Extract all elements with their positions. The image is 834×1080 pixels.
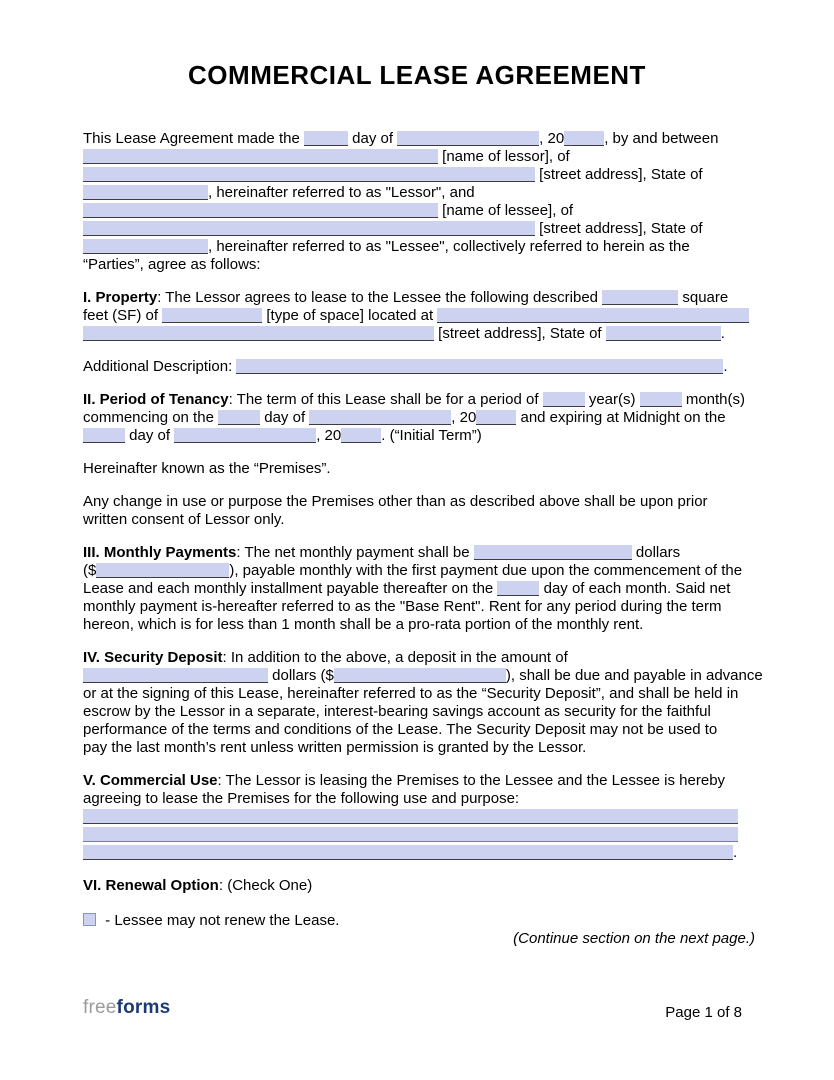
text-run: [street address], State of — [535, 166, 703, 183]
text-run: . — [733, 844, 738, 861]
commencement-month-blank[interactable] — [309, 410, 451, 425]
text-line — [83, 409, 755, 427]
text-run: [street address], State of — [535, 220, 703, 237]
continue-note — [83, 930, 755, 948]
text-line — [83, 739, 755, 757]
text-line — [83, 202, 755, 220]
text-line — [83, 598, 755, 616]
term-months-blank[interactable] — [640, 392, 682, 407]
text-line — [83, 667, 763, 685]
text-line — [83, 307, 755, 325]
property-state-blank[interactable] — [606, 326, 721, 341]
text-run: [type of space] located at — [262, 307, 438, 324]
use-purpose-line-1[interactable] — [83, 809, 738, 824]
text-run: - Lessee may not renew the Lease. — [101, 912, 340, 929]
text-run: Hereinafter known as the “Premises”. — [83, 460, 331, 477]
document-title: COMMERCIAL LEASE AGREEMENT — [188, 60, 646, 90]
text-line — [83, 912, 755, 930]
expiration-day-blank[interactable] — [83, 428, 125, 443]
text-run: dollars — [631, 544, 681, 561]
document-body — [83, 130, 763, 948]
text-run: , hereinafter referred to as "Lessee", collectively referred to herein as the — [208, 238, 690, 255]
text-line — [83, 721, 755, 739]
lessor-state-blank[interactable] — [83, 185, 208, 200]
renewal-option-checkbox-row — [83, 912, 755, 930]
text-line — [83, 238, 755, 256]
month-blank[interactable] — [397, 131, 539, 146]
text-line — [83, 325, 755, 343]
renewal-no-renew-checkbox[interactable] — [83, 913, 96, 926]
text-run: ), shall be due and payable in advance — [505, 667, 763, 684]
section-monthly-payments-heading: III. Monthly Payments — [83, 544, 237, 561]
lessee-name-blank[interactable] — [83, 203, 438, 218]
text-run: escrow by the Lessor in a separate, interest-bearing savings account as security for the faithful — [83, 703, 711, 720]
text-run: and expiring at Midnight on the — [516, 409, 726, 426]
section-security-deposit — [83, 649, 763, 757]
text-run: : The net monthly payment shall be — [236, 544, 474, 561]
expiration-month-blank[interactable] — [174, 428, 316, 443]
commencement-year-blank[interactable] — [476, 410, 516, 425]
text-run: performance of the terms and conditions of the Lease. The Security Deposit may not be used to — [83, 721, 718, 738]
text-line — [83, 930, 755, 948]
text-line — [83, 808, 755, 826]
text-run: or at the signing of this Lease, hereinafter referred to as the “Security Deposit”, and shall be held in — [83, 685, 739, 702]
text-line — [83, 511, 755, 529]
expiration-year-blank[interactable] — [341, 428, 381, 443]
text-run: This Lease Agreement made the — [83, 130, 304, 147]
premises-paragraph — [83, 460, 755, 478]
text-run: : The Lessor agrees to lease to the Lessee the following described — [157, 289, 603, 306]
text-run: , hereinafter referred to as "Lessor", and — [208, 184, 475, 201]
text-run: . (“Initial Term”) — [381, 427, 482, 444]
text-line — [83, 616, 755, 634]
text-run: : The Lessor is leasing the Premises to the Lessee and the Lessee is hereby — [217, 772, 726, 789]
text-run: day of — [347, 130, 398, 147]
logo-forms-text: forms — [116, 997, 171, 1018]
text-run: ($ — [83, 562, 97, 579]
commencement-day-blank[interactable] — [218, 410, 260, 425]
text-run: (Continue section on the next page.) — [513, 930, 755, 947]
term-years-blank[interactable] — [543, 392, 585, 407]
text-line — [83, 391, 755, 409]
text-line — [83, 427, 755, 445]
text-line — [83, 358, 755, 376]
text-run: Lease and each monthly installment payable thereafter on the — [83, 580, 498, 597]
text-run: [name of lessee], of — [438, 202, 574, 219]
section-security-deposit-heading: IV. Security Deposit — [83, 649, 223, 666]
text-run: . — [720, 325, 725, 342]
text-run: day of — [260, 409, 310, 426]
text-line — [83, 649, 755, 667]
text-run: day of — [125, 427, 175, 444]
day-blank[interactable] — [304, 131, 348, 146]
section-commercial-use-heading: V. Commercial Use — [83, 772, 218, 789]
property-address-blank-1[interactable] — [437, 308, 749, 323]
security-deposit-amount-blank[interactable] — [334, 668, 506, 683]
freeforms-logo — [83, 997, 170, 1019]
section-monthly-payments — [83, 544, 755, 634]
text-line — [83, 580, 755, 598]
intro-paragraph — [83, 130, 755, 274]
text-run: : In addition to the above, a deposit in the amount of — [222, 649, 568, 666]
text-run: year(s) — [584, 391, 640, 408]
text-line — [83, 148, 755, 166]
year-blank[interactable] — [564, 131, 604, 146]
text-run: , 20 — [451, 409, 477, 426]
section-commercial-use — [83, 772, 755, 862]
text-line — [83, 460, 755, 478]
text-line — [83, 685, 755, 703]
text-run: Additional Description: — [83, 358, 237, 375]
text-line — [83, 166, 755, 184]
change-of-use-paragraph — [83, 493, 755, 529]
square-feet-blank[interactable] — [602, 290, 678, 305]
security-deposit-words-blank[interactable] — [83, 668, 268, 683]
text-run: hereon, which is for less than 1 month shall be a pro-rata portion of the monthly rent. — [83, 616, 644, 633]
property-address-blank-2[interactable] — [83, 326, 434, 341]
additional-description-paragraph — [83, 358, 755, 376]
rent-due-day-blank[interactable] — [497, 581, 539, 596]
text-line — [83, 184, 755, 202]
text-line — [83, 844, 755, 862]
use-purpose-line-2[interactable] — [83, 827, 738, 842]
text-line — [83, 130, 755, 148]
text-run: “Parties”, agree as follows: — [83, 256, 261, 273]
text-run: pay the last month’s rent unless written permission is granted by the Lessor. — [83, 739, 587, 756]
text-run: , 20 — [316, 427, 342, 444]
text-run: square — [678, 289, 729, 306]
section-property — [83, 289, 755, 343]
lessor-name-blank[interactable] — [83, 149, 438, 164]
text-line — [83, 256, 755, 274]
text-line — [83, 826, 755, 844]
text-line — [83, 877, 755, 895]
section-property-heading: I. Property — [83, 289, 158, 306]
text-run: day of each month. Said net — [539, 580, 731, 597]
text-run: : The term of this Lease shall be for a period of — [228, 391, 543, 408]
type-of-space-blank[interactable] — [162, 308, 262, 323]
lessee-street-address-blank[interactable] — [83, 221, 535, 236]
text-line — [83, 562, 755, 580]
text-line — [83, 289, 755, 307]
text-run: feet (SF) of — [83, 307, 163, 324]
text-run: agreeing to lease the Premises for the following use and purpose: — [83, 790, 520, 807]
page-number: Page 1 of 8 — [665, 1004, 742, 1021]
text-run: ), payable monthly with the first payment due upon the commencement of the — [229, 562, 743, 579]
text-run: written consent of Lessor only. — [83, 511, 285, 528]
text-run: monthly payment is-hereafter referred to as the "Base Rent". Rent for any period during the term — [83, 598, 722, 615]
use-purpose-line-3[interactable] — [83, 845, 733, 860]
text-line — [83, 493, 755, 511]
monthly-payment-amount-blank[interactable] — [96, 563, 229, 578]
text-run: , by and between — [604, 130, 719, 147]
text-run: [name of lessor], of — [438, 148, 570, 165]
logo-free-text: free — [83, 997, 117, 1018]
text-run: : (Check One) — [218, 877, 313, 894]
lessee-state-blank[interactable] — [83, 239, 208, 254]
text-run: month(s) — [681, 391, 746, 408]
monthly-payment-words-blank[interactable] — [474, 545, 632, 560]
text-run: [street address], State of — [434, 325, 606, 342]
text-line — [83, 703, 755, 721]
lessor-street-address-blank[interactable] — [83, 167, 535, 182]
text-line — [83, 220, 755, 238]
section-period-heading: II. Period of Tenancy — [83, 391, 229, 408]
text-run: . — [723, 358, 728, 375]
text-line — [83, 772, 755, 790]
text-run: Any change in use or purpose the Premises other than as described above shall be upon prior — [83, 493, 708, 510]
section-renewal-option — [83, 877, 755, 895]
section-period-of-tenancy — [83, 391, 755, 445]
text-run: dollars ($ — [268, 667, 334, 684]
additional-description-blank[interactable] — [236, 359, 723, 374]
section-renewal-option-heading: VI. Renewal Option — [83, 877, 219, 894]
text-run: , 20 — [539, 130, 565, 147]
text-line — [83, 544, 755, 562]
text-line — [83, 790, 755, 808]
text-run: commencing on the — [83, 409, 219, 426]
